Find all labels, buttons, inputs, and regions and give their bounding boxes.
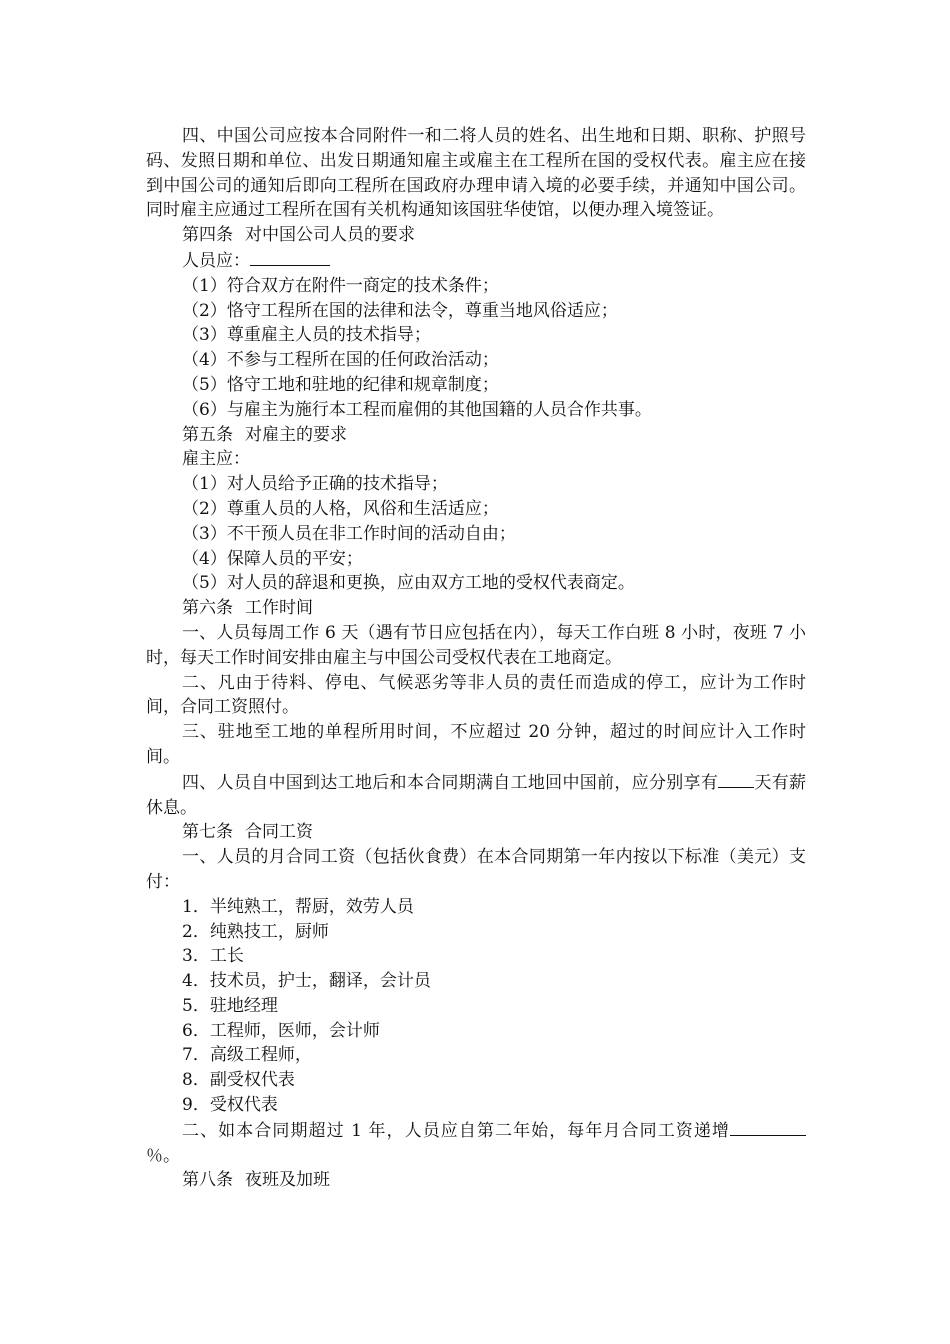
blank-line [718,770,754,788]
article-4-heading [146,223,806,248]
article-4-number: 第四条 [182,225,233,246]
salary-grade-3: 3．工长 [182,946,244,967]
salary-grade-1: 1．半纯熟工，帮厨，效劳人员 [182,896,414,917]
salary-clause-2 [146,1118,806,1169]
salary-grade-5: 5．驻地经理 [182,995,278,1016]
salary-clause-1: 一、人员的月合同工资（包括伙食费）在本合同期第一年内按以下标准（美元）支付： [146,847,806,892]
percent-text: ％。 [146,1145,180,1166]
article-8-heading [146,1168,806,1193]
salary-grade-9: 9．受权代表 [182,1095,278,1116]
personnel-requirement-1: （1）符合双方在附件一商定的技术条件； [182,275,499,296]
article-7-heading [146,820,806,845]
article-8-number: 第八条 [182,1170,233,1191]
employer-requirement-3: （3）不干预人员在非工作时间的活动自由； [182,523,516,544]
employer-requirement-1: （1）对人员给予正确的技术指导； [182,474,448,495]
employer-should-label: 雇主应： [182,449,250,470]
paragraph-entry-notice: 四、中国公司应按本合同附件一和二将人员的姓名、出生地和日期、职称、护照号码、发照日期和单位、出发日期通知雇主或雇主在工程所在国的受权代表。雇主应在接到中国公司的通知后即向工程所在国政府办理申请入境的必要手续，并通知中国公司。同时雇主应通过工程所在国有关机构通知该国驻华使馆，以便办理入境签证。 [146,126,806,221]
personnel-requirements-intro [146,248,806,274]
article-5-title: 对雇主的要求 [245,424,347,445]
article-5-heading [146,423,806,448]
salary-grade-8: 8．副受权代表 [182,1070,295,1091]
article-7-title: 合同工资 [245,822,313,843]
article-6-title: 工作时间 [245,598,313,619]
working-time-clause-3: 三、驻地至工地的单程所用时间，不应超过 20 分钟，超过的时间应计入工作时间。 [146,722,806,767]
personnel-should-label: 人员应： [182,250,250,271]
personnel-requirement-6: （6）与雇主为施行本工程而雇佣的其他国籍的人员合作共事。 [182,399,652,420]
article-8-title: 夜班及加班 [245,1170,330,1191]
article-4-title: 对中国公司人员的要求 [245,225,415,246]
working-time-clause-2: 二、凡由于待料、停电、气候恶劣等非人员的责任而造成的停工，应计为工作时间，合同工资照付。 [146,672,806,718]
personnel-requirement-4: （4）不参与工程所在国的任何政治活动； [182,350,499,371]
personnel-requirement-5: （5）恪守工地和驻地的纪律和规章制度； [182,374,499,395]
rest-days-text: 四、人员自中国到达工地后和本合同期满自工地回中国前，应分别享有 [182,772,719,793]
salary-grade-4: 4．技术员，护士，翻译，会计员 [182,971,431,992]
employer-requirement-2: （2）尊重人员的人格，风俗和生活适应； [182,498,499,519]
blank-line [250,248,330,266]
personnel-requirement-3: （3）尊重雇主人员的技术指导； [182,325,431,346]
article-6-number: 第六条 [182,598,233,619]
employer-requirement-5: （5）对人员的辞退和更换，应由双方工地的受权代表商定。 [182,573,635,594]
salary-increase-text: 二、如本合同期超过 1 年，人员应自第二年始，每年月合同工资递增 [182,1120,730,1141]
blank-line [730,1118,806,1136]
document-page [146,124,806,1193]
personnel-requirement-2: （2）恪守工程所在国的法律和法令，尊重当地风俗适应； [182,300,618,321]
salary-grade-6: 6．工程师，医师，会计师 [182,1020,380,1041]
article-6-heading [146,596,806,621]
employer-requirement-4: （4）保障人员的平安； [182,548,363,569]
working-time-clause-4 [146,770,806,821]
article-5-number: 第五条 [182,424,233,445]
working-time-clause-1: 一、人员每周工作 6 天（遇有节日应包括在内），每天工作白班 8 小时，夜班 7 小时，每天工作时间安排由雇主与中国公司受权代表在工地商定。 [146,622,806,668]
paid-rest-text: 天有薪休息。 [146,772,807,818]
article-7-number: 第七条 [182,822,233,843]
salary-grade-7: 7．高级工程师， [182,1045,312,1066]
salary-grade-2: 2．纯熟技工，厨师 [182,921,329,942]
